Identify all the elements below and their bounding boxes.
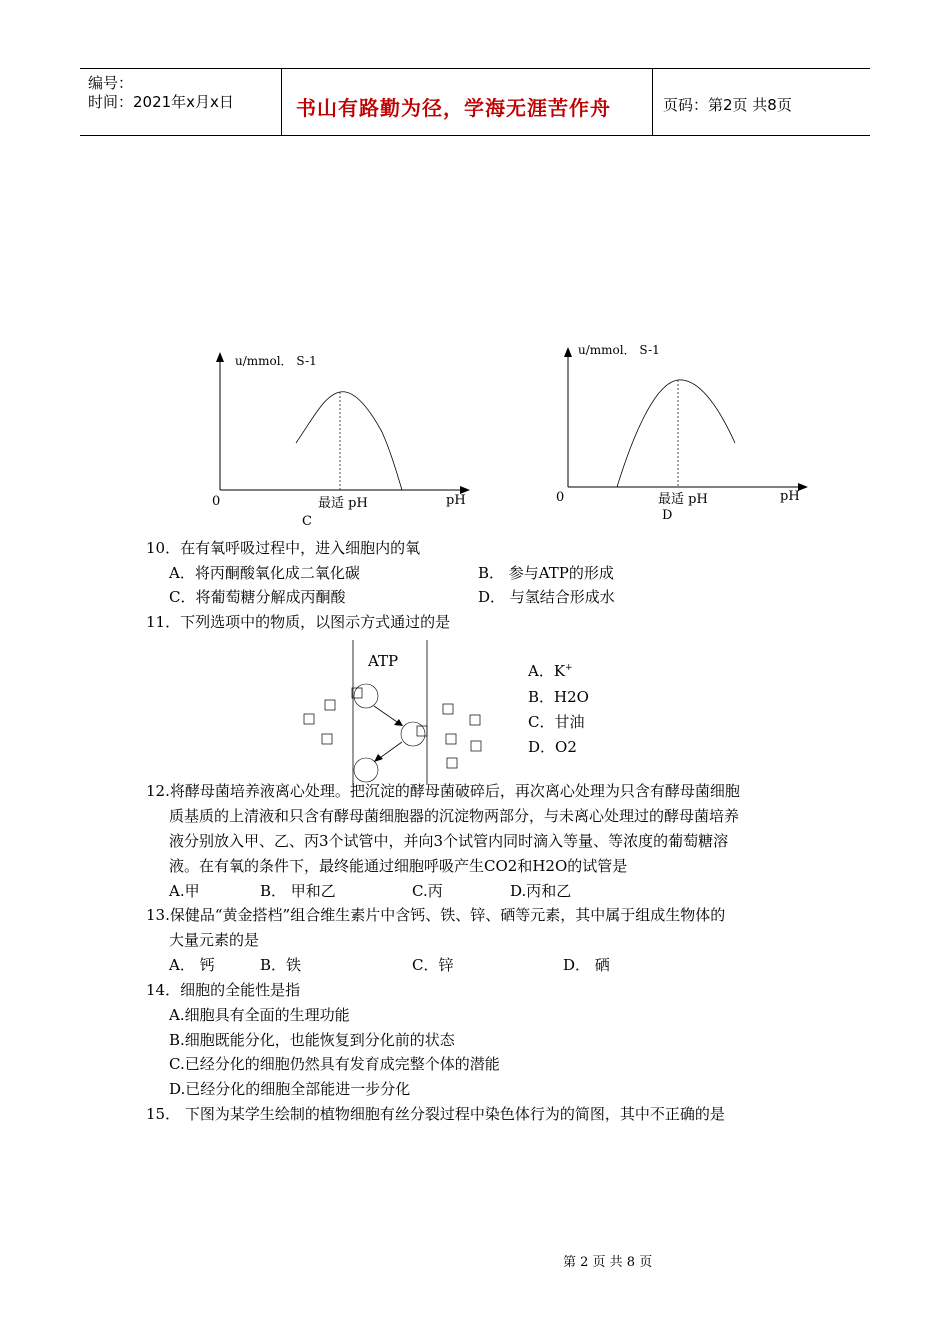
page-label: 页码：第2页 共8页 xyxy=(663,96,792,114)
header-divider-right xyxy=(652,68,653,135)
chart-c-ylabel: u/mmol． S-1 xyxy=(235,354,317,368)
q12-option-c: C.丙 xyxy=(412,882,443,900)
q11-stem: 11．下列选项中的物质，以图示方式通过的是 xyxy=(146,613,451,631)
q11-option-a-sup: + xyxy=(565,663,573,673)
serial-label: 编号： xyxy=(88,74,134,92)
q12-line-1: 12.将酵母菌培养液离心处理。把沉淀的酵母菌破碎后，再次离心处理为只含有酵母菌细胞 xyxy=(146,782,740,800)
chart-c-origin: 0 xyxy=(212,494,221,509)
chart-c-letter: C xyxy=(302,514,312,529)
diagram-atp-label: ATP xyxy=(368,652,399,670)
chart-d-origin: 0 xyxy=(556,490,565,505)
q12-option-d: D.丙和乙 xyxy=(510,882,572,900)
arrow-out-head xyxy=(374,754,383,762)
header-top-rule xyxy=(80,68,870,69)
chart-c xyxy=(200,340,490,540)
q12-line-4: 液。在有氧的条件下，最终能通过细胞呼吸产生CO2和H2O的试管是 xyxy=(169,857,628,875)
chart-d-curve xyxy=(617,380,735,487)
q11-option-a xyxy=(528,660,573,681)
q10-option-c: C．将葡萄糖分解成丙酮酸 xyxy=(169,588,346,606)
chart-c-y-arrow xyxy=(216,352,224,362)
q13-line-1: 13.保健品“黄金搭档”组合维生素片中含钙、铁、锌、硒等元素，其中属于组成生物体的 xyxy=(146,906,726,924)
chart-d-letter: D xyxy=(662,508,673,523)
arrow-in-head xyxy=(394,719,403,726)
chart-c-xlabel: pH xyxy=(446,493,466,508)
q11-option-b: B．H2O xyxy=(528,688,589,706)
q13-line-2: 大量元素的是 xyxy=(169,931,260,949)
q10-option-a: A．将丙酮酸氧化成二氧化碳 xyxy=(169,564,360,582)
chart-d-optimum-label: 最适 pH xyxy=(658,492,708,507)
header-divider-left xyxy=(281,68,282,135)
carrier-circle-middle xyxy=(401,722,425,746)
q14-option-b: B.细胞既能分化，也能恢复到分化前的状态 xyxy=(169,1031,455,1049)
q11-option-d: D．O2 xyxy=(528,738,577,756)
membrane-transport-diagram xyxy=(295,640,495,785)
q14-option-a: A.细胞具有全面的生理功能 xyxy=(169,1006,350,1024)
chart-d xyxy=(548,335,838,535)
q11-option-a-text: A．K xyxy=(528,662,566,680)
chart-d-y-arrow xyxy=(564,347,572,357)
q12-option-b: B． 甲和乙 xyxy=(260,882,336,900)
q15-stem: 15． 下图为某学生绘制的植物细胞有丝分裂过程中染色体行为的简图，其中不正确的是 xyxy=(146,1105,725,1123)
q12-line-2: 质基质的上清液和只含有酵母菌细胞器的沉淀物两部分，与未离心处理过的酵母菌培养 xyxy=(169,807,740,825)
q12-line-3: 液分别放入甲、乙、丙3个试管中，并向3个试管内同时滴入等量、等浓度的葡萄糖溶 xyxy=(169,832,729,850)
chart-c-optimum-label: 最适 pH xyxy=(318,496,368,511)
molecule-squares xyxy=(304,688,481,768)
page-footer: 第 2 页 共 8 页 xyxy=(563,1255,653,1270)
chart-c-curve xyxy=(296,392,402,490)
header-motto: 书山有路勤为径，学海无涯苦作舟 xyxy=(296,96,611,120)
header-bottom-rule xyxy=(80,135,870,136)
q10-option-d: D． 与氢结合形成水 xyxy=(478,588,615,606)
q11-option-c: C．甘油 xyxy=(528,713,585,731)
q13-option-c: C．锌 xyxy=(412,956,454,974)
q10-option-b: B． 参与ATP的形成 xyxy=(478,564,614,582)
carrier-circle-top xyxy=(354,684,378,708)
q13-option-b: B．铁 xyxy=(260,956,302,974)
q14-option-d: D.已经分化的细胞全部能进一步分化 xyxy=(169,1080,411,1098)
q13-option-d: D． 硒 xyxy=(563,956,610,974)
q14-option-c: C.已经分化的细胞仍然具有发育成完整个体的潜能 xyxy=(169,1055,500,1073)
q14-stem: 14．细胞的全能性是指 xyxy=(146,981,301,999)
date-label: 时间：2021年x月x日 xyxy=(88,93,234,111)
q12-option-a: A.甲 xyxy=(169,882,200,900)
arrow-in-line xyxy=(374,706,400,724)
chart-d-ylabel: u/mmol． S-1 xyxy=(578,343,660,357)
q13-option-a: A． 钙 xyxy=(169,956,215,974)
q10-stem: 10．在有氧呼吸过程中，进入细胞内的氧 xyxy=(146,539,421,557)
chart-d-xlabel: pH xyxy=(780,489,800,504)
